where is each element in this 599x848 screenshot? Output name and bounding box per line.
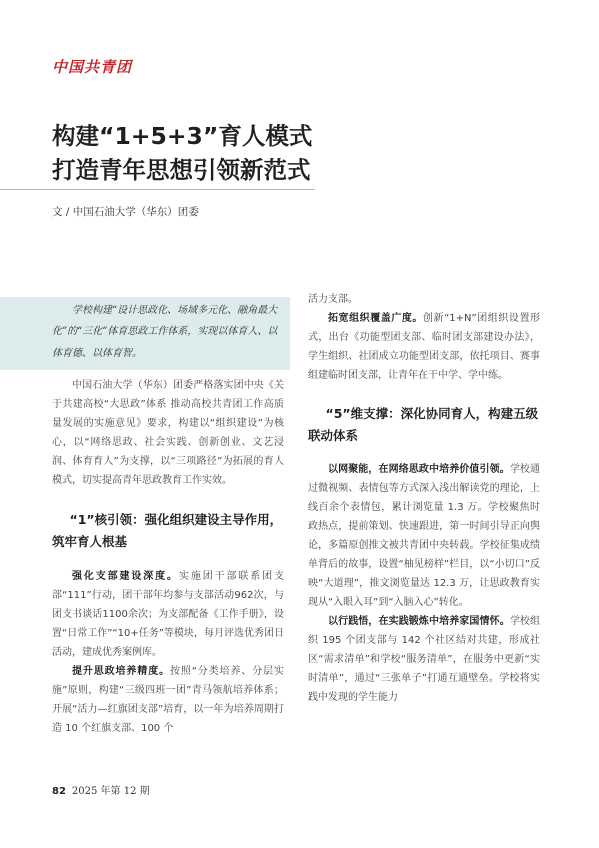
section-heading-1: “1”核引领：强化组织建设主导作用，筑牢育人根基	[52, 512, 283, 549]
paragraph-online-education	[308, 460, 540, 612]
paragraph-lead: 以行践悟，在实践锻炼中培养家国情怀。	[328, 616, 510, 627]
left-column	[52, 376, 284, 738]
paragraph-body: 按照“分类培养、分层实施”原则，构建“三级四班一团”青马领航培养体系；开展“活力—红旗团支部”培育，以一年为培养周期打造 10 个红旗支部、100 个	[52, 666, 284, 734]
issue-label: 2025 年第 12 期	[71, 786, 150, 797]
paragraph-continuation: 活力支部。	[308, 294, 358, 305]
paragraph-lead: 拓宽组织覆盖广度。	[328, 313, 423, 324]
paragraph-lead: 以网聚能，在网络思政中培养价值引领。	[328, 464, 510, 475]
intro-paragraph: 中国石油大学（华东）团委严格落实团中央《关于共建高校“大思政”体系 推动高校共青团工作高质量发展的实施意见》要求，构建以“组织建设”为核心，以“网络思政、社会实践、创新创业、文艺浸润、体育育人”为支撑，以“三项路径”为拓展的育人模式，切实提高青年思政教育工作实效。	[52, 380, 284, 486]
paragraph-coverage	[308, 309, 540, 385]
paragraph-body: 实施团干部联系团支部“111”行动，团干部年均参与支部活动962次，与团支书谈话1100余次；为支部配备《工作手册》，设置“日常工作”“10+任务”等模块，每月评选优秀团日活动，建成优秀案例库。	[52, 571, 285, 658]
paragraph-practice	[308, 612, 540, 707]
paragraph-branch-building	[52, 567, 284, 662]
page-footer	[52, 782, 150, 797]
paragraph-ideological-training	[52, 662, 284, 738]
section-heading-2: “5”维支撑：深化协同育人，构建五级联动体系	[308, 406, 539, 443]
paragraph-body: 学校组织 195 个团支部与 142 个社区结对共建，形成社区“需求清单”和学校“服务清单”，在服务中更新“实时清单”，通过“三张单子”打通互通壁垒。学校将实践中发现的学生能力	[308, 616, 541, 703]
title-line-1: 构建“1+5+3”育人模式	[52, 122, 313, 150]
article-author: 文 / 中国石油大学（华东）团委	[52, 206, 199, 218]
right-column	[308, 290, 540, 707]
title-divider	[0, 189, 315, 190]
paragraph-body: 创新“1+N”团组织设置形式，出台《功能型团支部、临时团支部建设办法》，学生组织、社团成立功能型团支部，依托项目、赛事组建临时团支部，让青年在干中学、学中练。	[308, 313, 540, 381]
article-abstract: 学校构建“设计思政化、场域多元化、融角最大化”的“三化”体育思政工作体系，实现以体育人、以体育德、以体育智。	[52, 305, 278, 359]
paragraph-lead: 提升思政培养精度。	[72, 666, 170, 677]
paragraph-lead: 强化支部建设深度。	[72, 571, 179, 582]
page-number: 82	[52, 786, 66, 797]
paragraph-body: 学校通过微视频、表情包等方式深入浅出解读党的理论，上线百余个表情包，累计浏览量 1.3 万。学校聚焦时政热点，提前策划、快速跟进，第一时间引导正向舆论，多篇原创推文被共青团中央转载。学校征集成绩单背后的故事，设置“柚见榜样”栏目，以“小切口”反映“大道理”，推文浏览量达 12.3 万，让思政教育实现从“入眼入耳”到“入脑入心”转化。	[308, 464, 541, 608]
magazine-logo: 中国共青团	[52, 58, 133, 76]
title-line-2: 打造青年思想引领新范式	[52, 156, 311, 184]
article-title	[52, 119, 332, 187]
